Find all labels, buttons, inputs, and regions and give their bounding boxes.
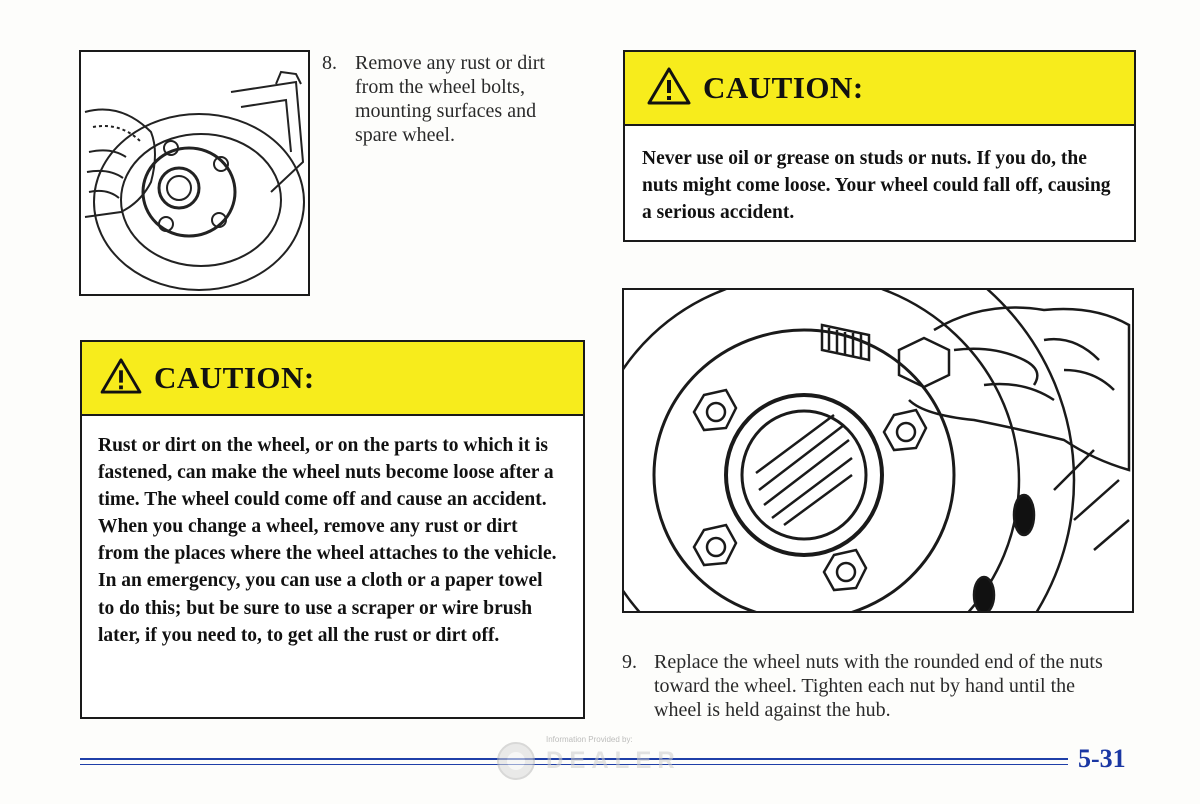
hub-cleaning-drawing [81, 52, 308, 294]
dealer-logo-icon [496, 741, 536, 786]
step-9-text: Replace the wheel nuts with the rounded end of the nuts toward the wheel. Tighten each nut by hand until the wheel is held against the hub. [654, 651, 1103, 721]
caution-title: CAUTION: [154, 360, 315, 395]
step-9-number: 9. [622, 651, 637, 673]
step-8-text: Remove any rust or dirt from the wheel bolts, mounting surfaces and spare wheel. [355, 52, 545, 146]
wheel-nut-illustration [622, 288, 1134, 613]
dealer-watermark [496, 735, 706, 785]
page-number: 5-31 [1078, 744, 1126, 773]
caution-title: CAUTION: [703, 70, 864, 105]
caution-header [82, 342, 583, 416]
caution-header [625, 52, 1134, 126]
wheel-nut-drawing [624, 290, 1132, 611]
step-8-number: 8. [322, 52, 337, 74]
warning-triangle-icon [100, 358, 142, 399]
step-8 [322, 51, 582, 151]
step-9 [622, 650, 1132, 730]
hub-cleaning-illustration [79, 50, 310, 296]
caution-box-rust-dirt [80, 340, 585, 719]
watermark-brand: DEALER [546, 747, 681, 774]
caution-body-text: Rust or dirt on the wheel, or on the parts to which it is fastened, can make the wheel nuts become loose after a time. The wheel could come off and cause an accident. When you change a wheel, remove any rust or dirt from the places where the wheel attaches to the vehicle. In an emergency, you can use a cloth or a paper towel to do this; but be sure to use a scraper or wire brush later, if you need to, to get all the rust or dirt off. [98, 435, 557, 646]
warning-triangle-icon [647, 67, 691, 110]
watermark-caption: Information Provided by: [546, 735, 633, 744]
caution-body-text: Never use oil or grease on studs or nuts. If you do, the nuts might come loose. Your wheel could fall off, causing a serious accident. [642, 148, 1111, 223]
caution-box-oil-grease [623, 50, 1136, 242]
